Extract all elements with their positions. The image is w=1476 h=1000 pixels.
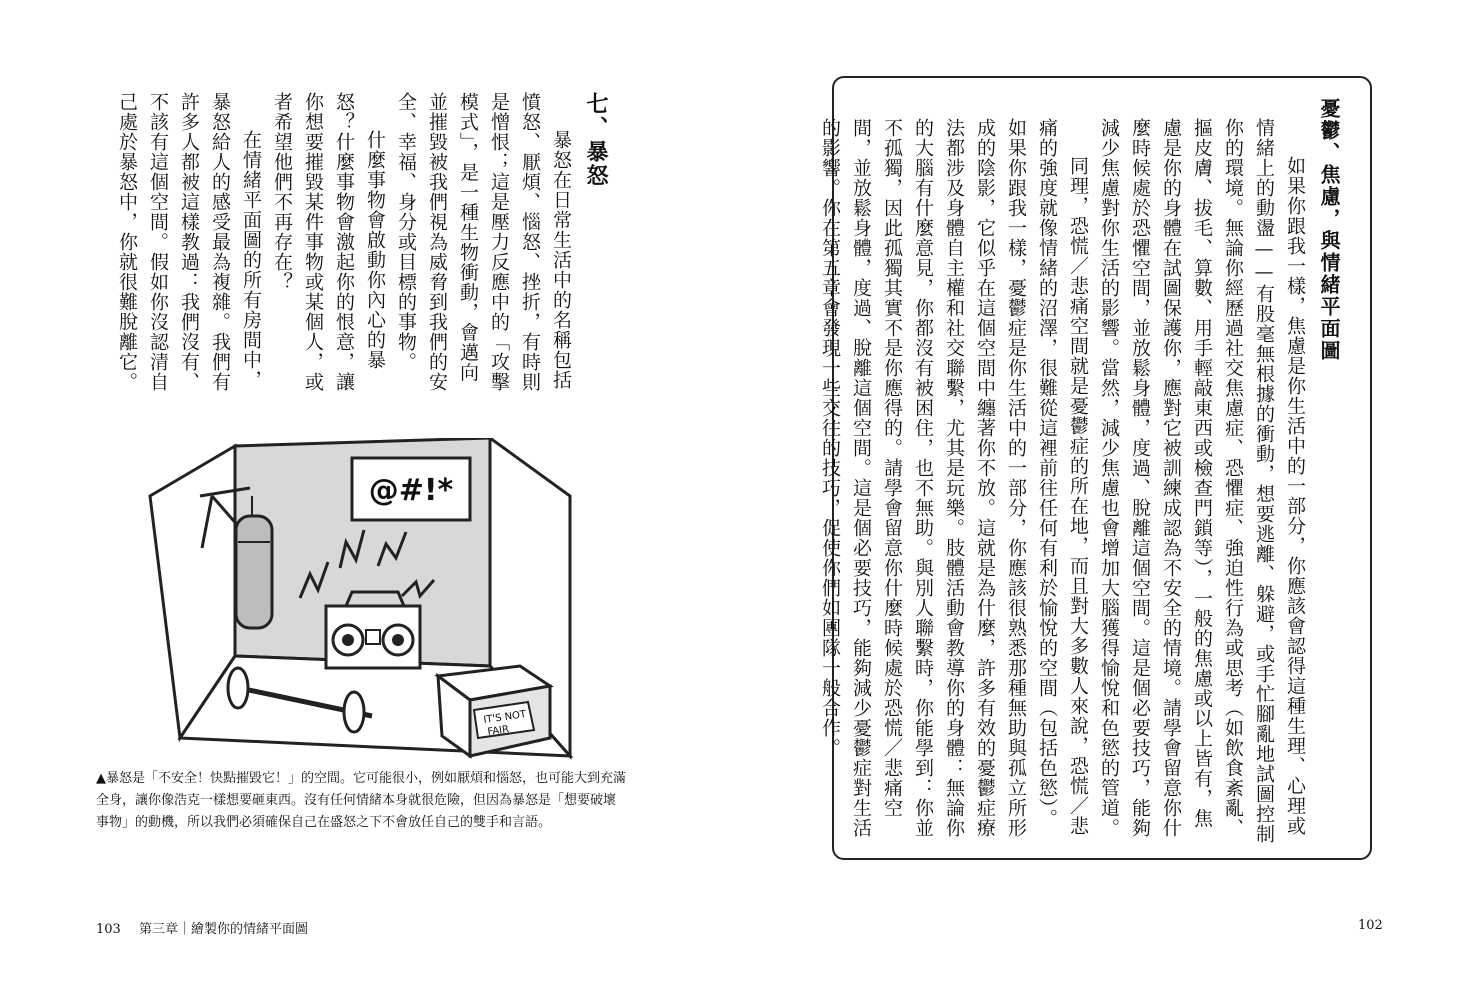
box-label-line1: IT'S NOT (482, 709, 527, 726)
sidebar-box (819, 76, 1372, 860)
page-number: 103 (96, 922, 121, 937)
illustration-caption: ▲暴怒是「不安全！快點摧毀它！」的空間。它可能很小，例如厭煩和惱怒，也可能大到充滿全身，讓你像浩克一樣想要砸東西。沒有任何情緒本身就很危險，但因為暴怒是「想要破壞事物」的動機，所以我們必須確保自己在盛怒之下不會放任自己的雙手和言語。 (96, 771, 626, 830)
box-paragraph: 同理，恐慌／悲痛空間就是憂鬱症的所在地，而且對大多數人來說，恐慌／悲痛的強度就像情緒的沼澤，很難從這裡前往任何有利於愉悅的空間（包括色慾）。如果你跟我一樣，憂鬱症是你生活中的一部分，你應該很熟悉那種無助與孤立所形成的陰影，它似乎在這個空間中纏著你不放。這就是為什麼，許多有效的憂鬱症療法都涉及身體自主權和社交聯繫，尤其是玩樂。肢體活動會教導你的身體：無論你的大腦有什麼意見，你都沒有被困住，也不無助。與別人聯繫時，你能學到：你並不孤獨，因此孤獨其實不是你應得的。請學會留意你什麼時候處於恐慌／悲痛空間，並放鬆身體，度過、脫離這個空間。這是個必要技巧，能夠減少憂鬱症對生活的影響。你在第五章會發現一些交往的技巧，促使你們如團隊一般合作。 (819, 118, 1089, 838)
section-heading: 七、暴怒 (583, 92, 608, 188)
body-paragraph: 什麼事物會啟動你內心的暴怒？什麼事物會激起你的恨意，讓你想要摧毀某件事物或某個人，或者希望他們不再存在？ (271, 92, 386, 392)
folio-left (96, 918, 308, 937)
body-paragraph: 暴怒在日常生活中的名稱包括憤怒、厭煩、惱怒、挫折，有時則是憎恨；這是壓力反應中的「攻擊模式」，是一種生物衝動，會邁向並摧毀被我們視為威脅到我們的安全、幸福、身分或目標的事物。 (395, 92, 572, 392)
box-label-line2: FAIR (486, 724, 510, 738)
sign-text: @#!* (368, 473, 454, 508)
box-paragraph: 如果你跟我一樣，焦慮是你生活中的一部分，你應該會認得這種生理、心理或情緒上的動盪——有股毫無根據的衝動，想要逃離、躲避，或手忙腳亂地試圖控制你的環境。無論你經歷過社交焦慮症、恐懼症、強迫性行為或思考（如飲食紊亂、摳皮膚、拔毛、算數、用手輕敲東西或檢查門鎖等），一般的焦慮或以上皆有，焦慮是你的身體在試圖保護你，應對它被訓練成認為不安全的情境。請學會留意你什麼時候處於恐懼空間，並放鬆身體，度過、脫離這個空間。這是個必要技巧，能夠減少焦慮對你生活的影響。當然，減少焦慮也會增加大腦獲得愉悅和色慾的管道。 (1098, 118, 1306, 844)
left-body-text (96, 92, 576, 392)
running-head-chapter: 第三章｜繪製你的情緒平面圖 (138, 922, 308, 937)
box-title: 憂鬱、焦慮，與情緒平面圖 (1317, 98, 1341, 362)
folio-right: 102 (1358, 918, 1383, 933)
body-paragraph: 在情緒平面圖的所有房間中，暴怒給人的感受最為複雜。我們有許多人都被這樣教過：我們沒有、不該有這個空間。假如你沒認清自己處於暴怒中，你就很難脫離它。 (116, 92, 262, 392)
right-page (738, 0, 1476, 1000)
rage-room-illustration (140, 438, 580, 768)
box-body-text (819, 118, 1310, 846)
